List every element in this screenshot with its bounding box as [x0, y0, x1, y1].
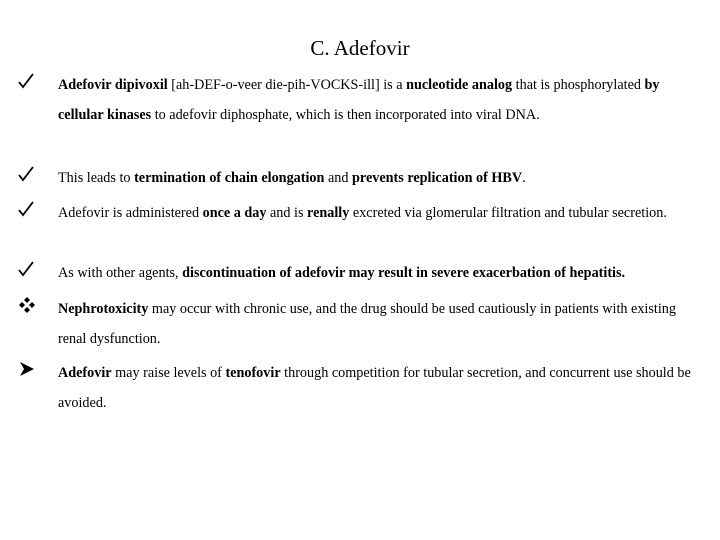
bold-text: Adefovir — [58, 365, 112, 381]
bold-text: by cellular kinases — [58, 77, 660, 123]
body-text: Adefovir is administered — [58, 205, 203, 221]
bold-text: once a day — [202, 205, 267, 221]
body-text: [ah-DEF-o-veer die-pih-VOCKS-ill] is a — [167, 77, 407, 93]
body-text: through competition for tubular secretion, and concurrent use should be avoided. — [58, 365, 691, 411]
bullet-text — [58, 294, 706, 354]
bold-text: Adefovir dipivoxil — [58, 77, 168, 93]
bold-text: tenofovir — [225, 365, 281, 381]
body-text: . — [522, 170, 526, 186]
diamond-cluster-icon — [18, 296, 46, 320]
bold-text: renally — [307, 205, 350, 221]
bullet-text — [58, 163, 706, 193]
body-text: excreted via glomerular filtration and tubular secretion. — [349, 205, 667, 221]
body-text: may occur with chronic use, and the drug should be used cautiously in patients with existing renal dysfunction. — [58, 301, 676, 347]
check-icon — [18, 165, 46, 189]
check-icon — [18, 200, 46, 224]
bold-text: termination of chain elongation — [134, 170, 325, 186]
body-text: This leads to — [58, 170, 135, 186]
check-icon — [18, 260, 46, 284]
bold-text: prevents replication of HBV — [352, 170, 523, 186]
body-text: that is phosphorylated — [512, 77, 645, 93]
bullet-text — [58, 358, 706, 418]
body-text: and is — [266, 205, 308, 221]
body-text: As with other agents, — [58, 265, 183, 281]
arrowhead-icon — [18, 360, 46, 384]
bold-text: discontinuation of adefovir may result in severe exacerbation of hepatitis. — [182, 265, 626, 281]
bullet-text — [58, 258, 706, 288]
bold-text: nucleotide analog — [406, 77, 513, 93]
slide-title-text: C. Adefovir — [310, 36, 410, 60]
check-icon — [18, 72, 46, 96]
bullet-text — [58, 70, 706, 130]
body-text: and — [324, 170, 353, 186]
bullet-text — [58, 198, 706, 228]
slide-title — [0, 36, 720, 61]
body-text: may raise levels of — [111, 365, 226, 381]
bold-text: Nephrotoxicity — [58, 301, 149, 317]
body-text: to adefovir diphosphate, which is then incorporated into viral DNA. — [151, 107, 540, 123]
